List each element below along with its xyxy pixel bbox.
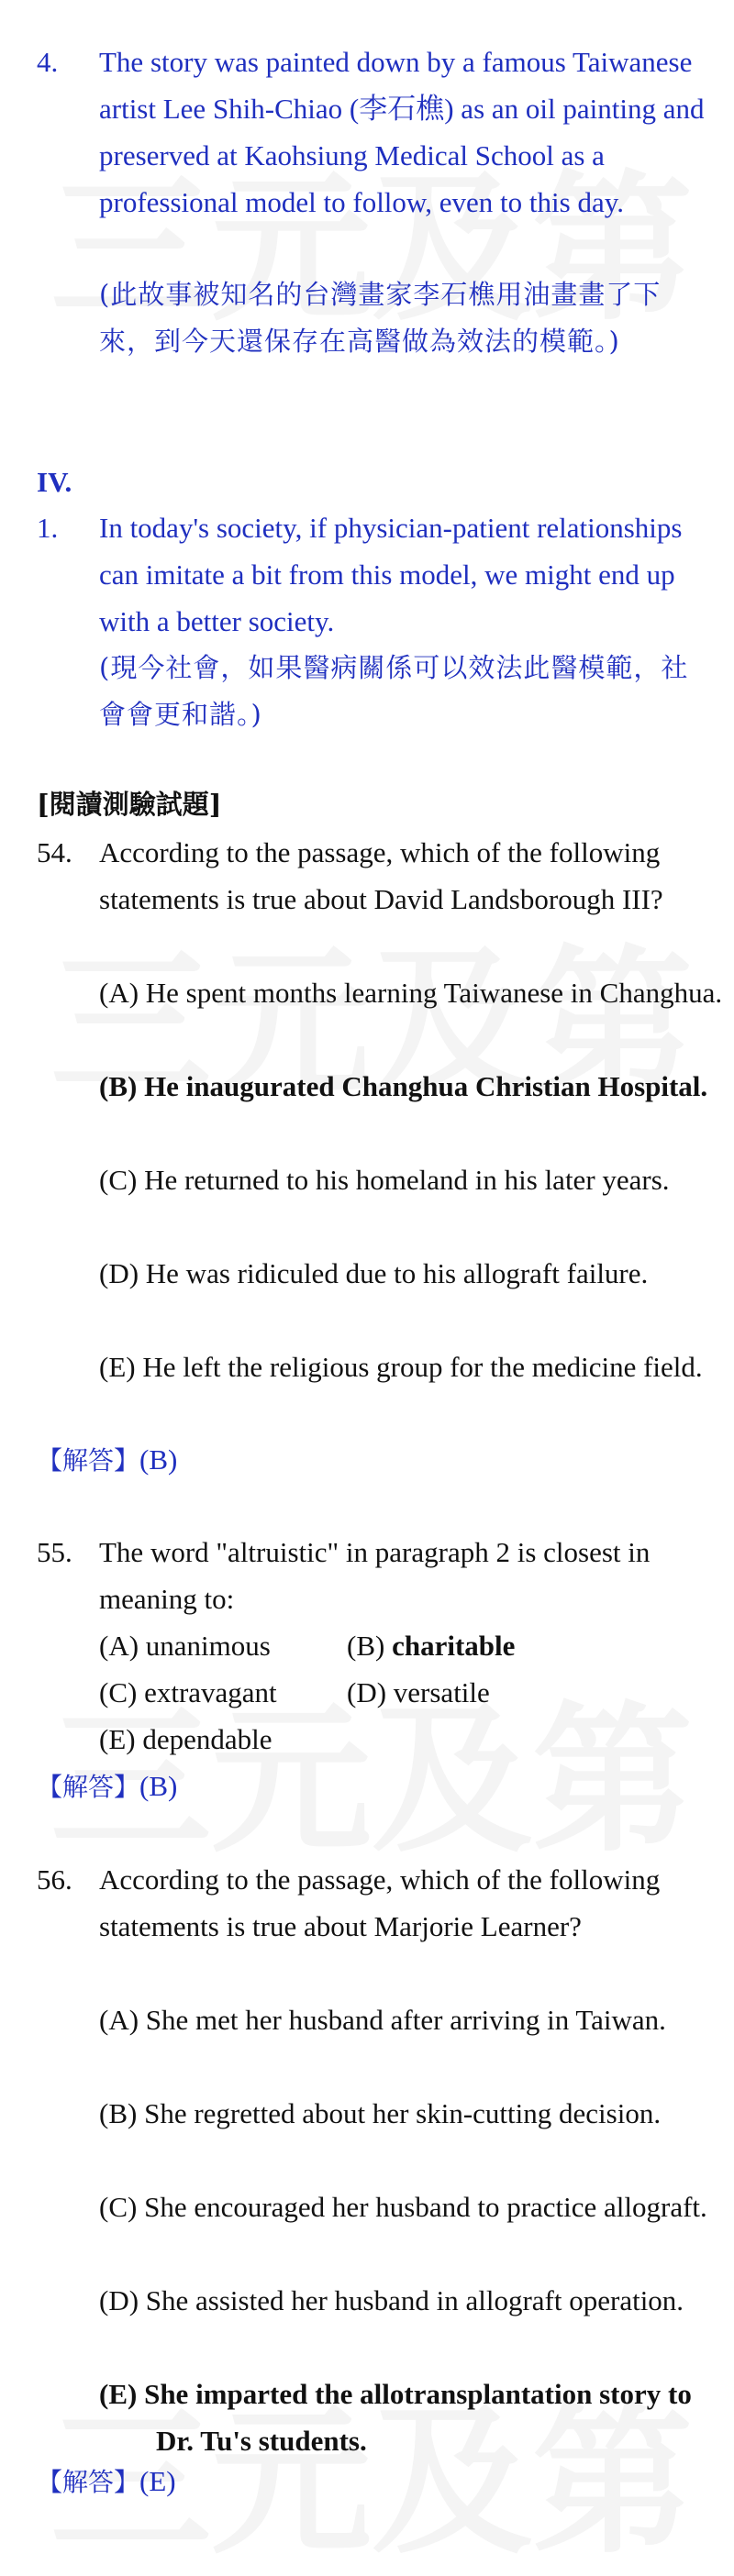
question-number: 54. (37, 836, 72, 868)
question-stem: The word "altruistic" in paragraph 2 is closest in meaning to: (99, 1536, 651, 1615)
question-number: 55. (37, 1536, 72, 1568)
option-d: (D) He was ridiculed due to his allograft failure. (99, 1257, 649, 1289)
option-e: (E) She imparted the allotransplantation story to Dr. Tu's students. (99, 2378, 692, 2457)
answer-line (37, 2458, 176, 2505)
item-english-text: In today's society, if physician-patient relationships can imitate a bit from this model, we might end up with a better society. (99, 512, 683, 637)
answer-line (37, 1436, 177, 1484)
option-c: (C) extravagant (99, 1676, 277, 1708)
option-c: (C) He returned to his homeland in his later years. (99, 1164, 670, 1196)
question-number: 56. (37, 1863, 72, 1896)
option-e: (E) He left the religious group for the medicine field. (99, 1351, 703, 1383)
item-number: 1. (37, 512, 59, 544)
answer-label: 【解答】 (37, 2467, 140, 2497)
option-letter: (B) (347, 1630, 385, 1662)
option-word: charitable (392, 1630, 516, 1662)
answer-label: 【解答】 (37, 1445, 140, 1476)
option-b: (B) He inaugurated Changhua Christian Hospital. (99, 1070, 708, 1102)
option-e: (E) dependable (99, 1723, 272, 1755)
reading-test-heading: [閱讀測驗試題] (37, 789, 222, 820)
section-heading: IV. (37, 466, 72, 498)
answer-value: (E) (139, 2465, 176, 2497)
option-b (347, 1622, 515, 1669)
option-d: (D) She assisted her husband in allograft operation. (99, 2284, 684, 2316)
option-d: (D) versatile (347, 1676, 490, 1708)
question-stem: According to the passage, which of the following statements is true about Marjorie Learner? (99, 1863, 661, 1942)
answer-value: (B) (139, 1443, 178, 1476)
answer-line (37, 1763, 177, 1810)
item-chinese-text: (現今社會，如果醫病關係可以效法此醫模範，社會會更和諧。) (99, 652, 689, 730)
item-number: 4. (37, 46, 59, 78)
answer-value: (B) (139, 1770, 178, 1802)
item-english-text: The story was painted down by a famous Taiwanese artist Lee Shih-Chiao (李石樵) as an oil painting and preserved at Kaohsiung Medical School as a professional model to follow, even to this day. (99, 46, 705, 218)
option-a: (A) unanimous (99, 1630, 271, 1662)
option-a: (A) He spent months learning Taiwanese in Changhua. (99, 977, 723, 1009)
item-chinese-text: (此故事被知名的台灣畫家李石樵用油畫畫了下來，到今天還保存在高醫做為效法的模範。) (99, 279, 662, 357)
option-c: (C) She encouraged her husband to practice allograft. (99, 2191, 707, 2223)
option-b: (B) She regretted about her skin-cutting decision. (99, 2097, 662, 2129)
answer-label: 【解答】 (37, 1772, 140, 1802)
question-stem: According to the passage, which of the following statements is true about David Landsborough III? (99, 836, 663, 915)
option-a: (A) She met her husband after arriving in Taiwan. (99, 2004, 666, 2036)
